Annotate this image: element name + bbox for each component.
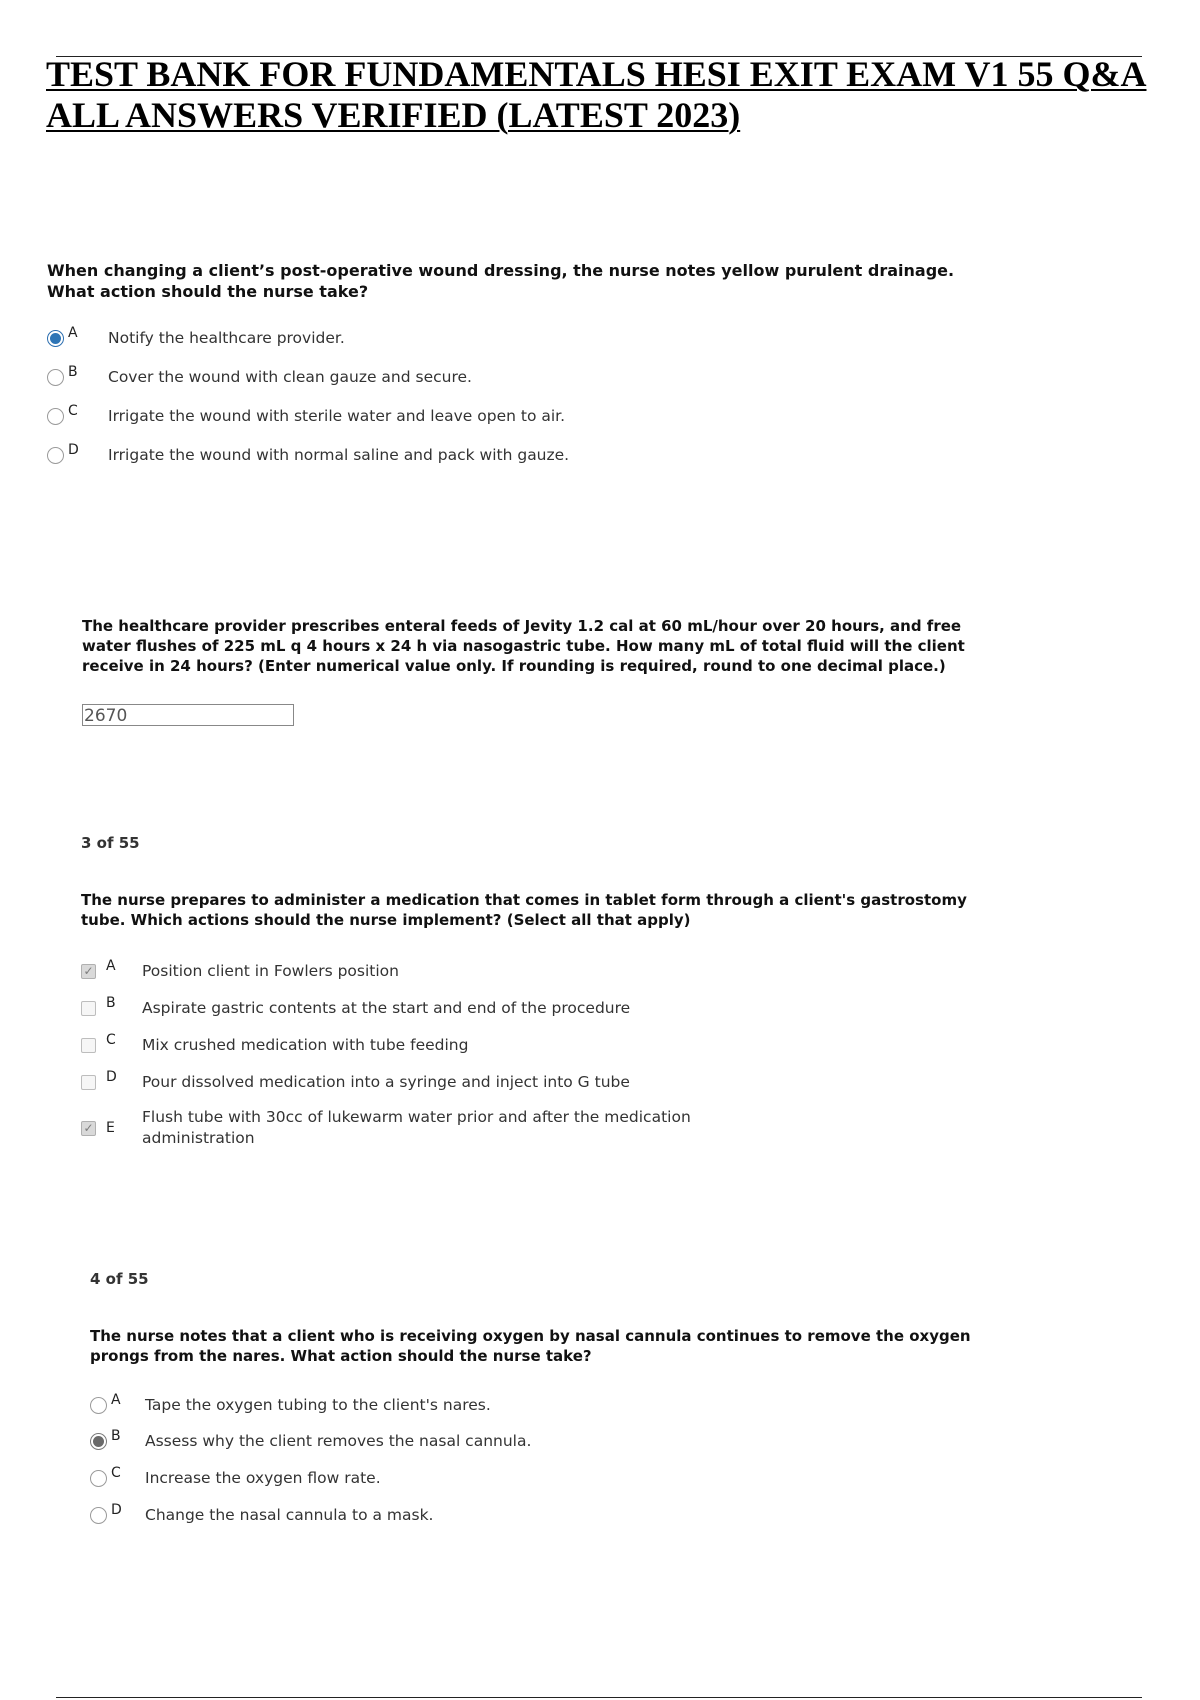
option-text: Tape the oxygen tubing to the client's nares. — [145, 1396, 491, 1414]
option-text: Increase the oxygen flow rate. — [145, 1469, 381, 1487]
checkbox-icon[interactable] — [81, 1001, 96, 1016]
option-b[interactable] — [81, 995, 1001, 1036]
option-text: Aspirate gastric contents at the start and end of the procedure — [142, 999, 631, 1017]
option-d[interactable] — [81, 1069, 1001, 1106]
option-c[interactable] — [81, 1032, 1001, 1073]
option-letter: D — [106, 1069, 117, 1085]
option-a[interactable] — [81, 958, 1001, 999]
option-letter: D — [111, 1502, 122, 1518]
numeric-answer-field[interactable]: 2670 — [82, 704, 294, 726]
question-3 — [81, 834, 1001, 1150]
option-text: Cover the wound with clean gauze and secure. — [108, 368, 472, 386]
answer-options — [81, 958, 1001, 1150]
radio-icon[interactable] — [90, 1397, 107, 1414]
option-letter: B — [68, 364, 78, 380]
option-c[interactable] — [47, 403, 1007, 446]
document-title: TEST BANK FOR FUNDAMENTALS HESI EXIT EXAM V1 55 Q&A ALL ANSWERS VERIFIED (LATEST 2023) — [46, 54, 1147, 135]
option-text: Pour dissolved medication into a syringe and inject into G tube — [142, 1073, 630, 1091]
option-text: Change the nasal cannula to a mask. — [145, 1506, 434, 1524]
question-2 — [82, 616, 982, 726]
option-text: Irrigate the wound with sterile water and leave open to air. — [108, 407, 566, 425]
option-letter: B — [111, 1428, 121, 1444]
option-e[interactable] — [81, 1106, 1001, 1150]
option-letter: A — [68, 325, 78, 341]
option-text: Position client in Fowlers position — [142, 962, 399, 980]
question-stem: The nurse prepares to administer a medication that comes in tablet form through a client's gastrostomy tube. Which actions should the nurse implement? (Select all that apply) — [81, 891, 967, 929]
radio-selected-icon[interactable] — [90, 1433, 107, 1450]
option-text: Mix crushed medication with tube feeding — [142, 1036, 469, 1054]
radio-icon[interactable] — [47, 447, 64, 464]
option-c[interactable] — [90, 1465, 1010, 1506]
answer-options — [90, 1392, 1010, 1542]
option-b[interactable] — [90, 1428, 1010, 1469]
radio-icon[interactable] — [90, 1470, 107, 1487]
option-text: Flush tube with 30cc of lukewarm water prior and after the medication administration — [142, 1108, 691, 1147]
option-letter: B — [106, 995, 116, 1011]
option-letter: A — [111, 1392, 121, 1408]
radio-icon[interactable] — [47, 408, 64, 425]
option-letter: E — [106, 1120, 115, 1136]
option-text: Notify the healthcare provider. — [108, 329, 345, 347]
checkbox-icon[interactable] — [81, 1075, 96, 1090]
option-letter: D — [68, 442, 79, 458]
question-counter: 4 of 55 — [90, 1270, 149, 1288]
question-counter: 3 of 55 — [81, 834, 140, 852]
radio-icon[interactable] — [47, 369, 64, 386]
question-stem: The healthcare provider prescribes enteral feeds of Jevity 1.2 cal at 60 mL/hour over 20 hours, and free water flushes of 225 mL q 4 hours x 24 h via nasogastric tube. How many mL of total fluid will the client receive in 24 hours? (Enter numerical value only. If rounding is required, round to one decimal place.) — [82, 617, 965, 675]
answer-options — [47, 325, 1007, 485]
option-text: Irrigate the wound with normal saline and pack with gauze. — [108, 446, 570, 464]
checkbox-checked-icon[interactable]: ✓ — [81, 964, 96, 979]
option-letter: C — [106, 1032, 116, 1048]
option-a[interactable] — [90, 1392, 1010, 1432]
option-d[interactable] — [47, 442, 1007, 485]
question-4 — [90, 1270, 1010, 1542]
question-1 — [47, 260, 1007, 485]
option-text: Assess why the client removes the nasal cannula. — [145, 1432, 532, 1450]
option-b[interactable] — [47, 364, 1007, 407]
option-a[interactable] — [47, 325, 1007, 368]
bottom-rule — [56, 1697, 1142, 1698]
checkbox-checked-icon[interactable]: ✓ — [81, 1121, 96, 1136]
option-letter: C — [68, 403, 78, 419]
radio-icon[interactable] — [90, 1507, 107, 1524]
question-stem: When changing a client’s post-operative wound dressing, the nurse notes yellow purulent drainage. What action should the nurse take? — [47, 261, 955, 301]
radio-selected-icon[interactable] — [47, 330, 64, 347]
checkbox-icon[interactable] — [81, 1038, 96, 1053]
question-stem: The nurse notes that a client who is receiving oxygen by nasal cannula continues to remove the oxygen prongs from the nares. What action should the nurse take? — [90, 1327, 971, 1365]
option-letter: C — [111, 1465, 121, 1481]
option-d[interactable] — [90, 1502, 1010, 1542]
option-letter: A — [106, 958, 116, 974]
